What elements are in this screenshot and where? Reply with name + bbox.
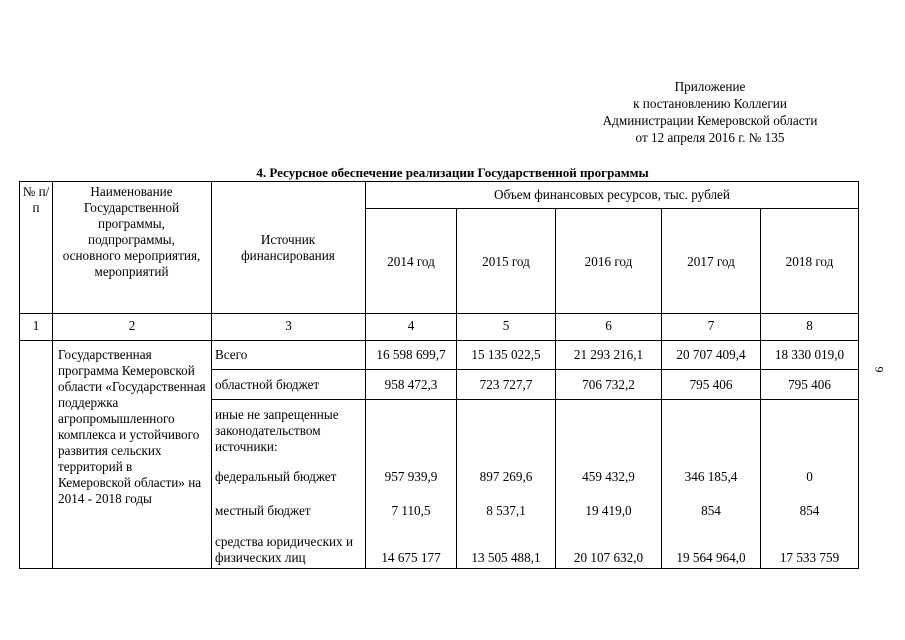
value-federal-2018: 0	[806, 469, 813, 484]
header-bottom-line	[19, 313, 859, 314]
value-legal-2017: 19 564 964,0	[676, 550, 746, 565]
program-name: Государственная программа Кемеровской области «Государственная поддержка агропромышленного комплекса и устойчивого развития сельских территорий в Кемеровской области» на 2014 - 2018 годы	[58, 347, 206, 506]
value-legal-2016: 20 107 632,0	[573, 550, 644, 565]
row-line-1	[211, 369, 859, 370]
value-local-2014: 7 110,5	[391, 503, 431, 518]
value-federal-2017: 346 185,4	[684, 469, 738, 484]
value-regional-2015: 723 727,7	[479, 377, 533, 392]
value-total-2015: 15 135 022,5	[471, 347, 541, 362]
header-year-2018: 2018 год	[785, 254, 834, 269]
source-local: местный бюджет	[215, 503, 311, 518]
value-regional-2018: 795 406	[788, 377, 831, 392]
header-name: Наименование Государственной программы, подпрограммы, основного мероприятия, мероприятий	[62, 184, 201, 279]
value-regional-2017: 795 406	[689, 377, 733, 392]
colnum-2: 2	[128, 318, 136, 333]
header-source: Источник финансирования	[241, 232, 335, 263]
row-line-2	[211, 399, 859, 400]
source-regional: областной бюджет	[215, 377, 320, 392]
value-regional-2016: 706 732,2	[582, 377, 635, 392]
page-number: 9	[872, 366, 887, 373]
header-year-2014: 2014 год	[387, 254, 435, 269]
colnum-bottom-line	[19, 340, 859, 341]
header-year-2017: 2017 год	[687, 254, 735, 269]
approval-line-2: к постановлению Коллегии	[633, 96, 787, 111]
colnum-1: 1	[32, 318, 40, 333]
colnum-3: 3	[285, 318, 292, 333]
value-local-2015: 8 537,1	[486, 503, 526, 518]
value-legal-2015: 13 505 488,1	[471, 550, 541, 565]
value-total-2016: 21 293 216,1	[573, 347, 644, 362]
source-federal: федеральный бюджет	[215, 469, 337, 484]
header-year-2015: 2015 год	[482, 254, 530, 269]
approval-line-4: от 12 апреля 2016 г. № 135	[635, 130, 785, 145]
source-other: иные не запрещенные законодательством источники:	[215, 407, 339, 454]
source-legal-entities: средства юридических и физических лиц	[215, 534, 354, 565]
value-federal-2014: 957 939,9	[384, 469, 438, 484]
col-line-2	[211, 181, 212, 569]
value-legal-2014: 14 675 177	[381, 550, 441, 565]
colnum-8: 8	[806, 318, 813, 333]
table-border-left	[19, 181, 20, 569]
colnum-7: 7	[707, 318, 715, 333]
table-border-top	[19, 181, 859, 182]
value-total-2018: 18 330 019,0	[774, 347, 845, 362]
approval-line-1: Приложение	[674, 79, 746, 94]
value-total-2017: 20 707 409,4	[676, 347, 746, 362]
header-divider	[365, 208, 859, 209]
approval-line-3: Администрации Кемеровской области	[602, 113, 818, 128]
value-local-2016: 19 419,0	[585, 503, 632, 518]
document-title: 4. Ресурсное обеспечение реализации Государственной программы	[256, 165, 649, 180]
table-border-bottom	[19, 568, 859, 569]
value-federal-2015: 897 269,6	[479, 469, 533, 484]
value-federal-2016: 459 432,9	[582, 469, 635, 484]
colnum-4: 4	[407, 318, 415, 333]
value-legal-2018: 17 533 759	[779, 550, 840, 565]
value-local-2018: 854	[799, 503, 820, 518]
header-volume: Объем финансовых ресурсов, тыс. рублей	[494, 187, 730, 202]
value-total-2014: 16 598 699,7	[376, 347, 446, 362]
colnum-5: 5	[502, 318, 510, 333]
col-line-1	[52, 181, 53, 569]
approval-block	[560, 78, 860, 146]
colnum-6: 6	[605, 318, 612, 333]
header-year-2016: 2016 год	[584, 254, 633, 269]
table-border-right	[858, 181, 859, 569]
value-regional-2014: 958 472,3	[384, 377, 438, 392]
header-num: № п/п	[22, 184, 50, 215]
value-local-2017: 854	[701, 503, 721, 518]
source-total: Всего	[215, 347, 248, 362]
